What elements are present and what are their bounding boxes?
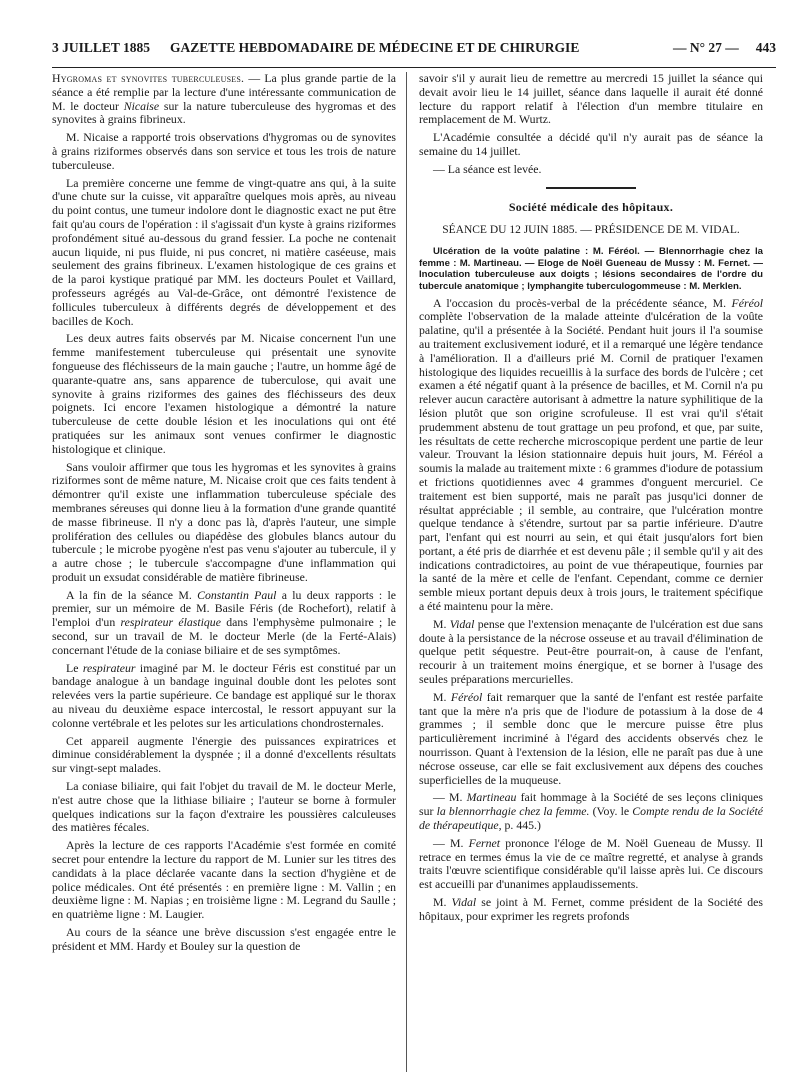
paragraph: M. Vidal se joint à M. Fernet, comme président de la Société des hôpitaux, pour exprimer les regrets profonds — [419, 895, 763, 923]
page-header — [52, 40, 776, 64]
paragraph: — La séance est levée. — [433, 161, 542, 176]
section-rule — [546, 187, 636, 189]
paragraph: La première concerne une femme de vingt-quatre ans qui, à la suite d'une chute sur la cuisse, vit apparaître quelques mois après, au niveau du point contus, une tumeur indolore dont le diagnostic exact ne put être fait qu'au cours de l'opération : il s'agissait d'un kyste à grains riziformes profondément situé au-dessous du grand fessier. La poche ne contenait aucun liquide, ni pus fluide, ni pus concret, ni matière caséeuse, mais seulement des grains fibrineux. L'examen histologique de ces grains et de la paroi kystique pratiqué par MM. les docteurs Poulet et Vaillard, professeurs agrégés au Val-de-Grâce, ont démontré l'existence de follicules tuberculeux à différents degrés de développement et des bacilles de Koch. — [52, 175, 396, 328]
header-page-number: 443 — [755, 40, 776, 55]
paragraph: Sans vouloir affirmer que tous les hygromas et les synovites à grains riziformes sont de même nature, M. Nicaise croit que ces faits tendent à démontrer qu'il existe une inflammation tuberculeuse spéciale des membranes séreuses qui donne lieu à la formation d'une grande quantité de masse fibrineuse. Il n'y a donc pas là, d'après l'auteur, une simple prolifération des cellules ou diapédèse des globules blancs autour du tubercule ; le microbe pyogène n'est pas venu s'ajouter au tubercule, il y a autre chose ; le tubercule s'accompagne d'une inflammation qui produit un exsudat considérable de matière fibrineuse. — [52, 459, 396, 584]
paragraph: L'Académie consultée a décidé qu'il n'y aurait pas de séance la semaine du 14 juillet. — [419, 130, 763, 158]
header-journal-title: GAZETTE HEBDOMADAIRE DE MÉDECINE ET DE CHIRURGIE — [170, 40, 580, 55]
paragraph: A l'occasion du procès-verbal de la précédente séance, M. Féréol complète l'observation de la malade atteinte d'ulcération de la voûte palatine, qu'il a présentée à la Société. Pendant huit jours il l'a soumise au traitement exclusivement ioduré, et il a remarqué une légère tendance à l'amélioration. Il a d'ailleurs prié M. Cornil de pratiquer l'examen histologique des liquides recueillis à la surface des bords de l'ulcère ; cet examen a été négatif quant à la présence de bacilles, et M. Cornil n'a pu relever aucun caractère autorisant à admettre la nature syphilitique de la lésion plutôt que son origine scrofuleuse. Il est vrai qu'il s'était prudemment abstenu de tout grattage un peu profond, et que, par suite, les résultats de cette recherche microscopique perdent une partie de leur valeur. Trouvant la lésion stationnaire depuis huit jours, M. Féréol a soumis la malade au traitement mixte : 6 grammes d'iodure de potassium et frictions quotidiennes avec 4 grammes d'onguent mercuriel. Ce traitement est bien supporté, mais ne paraît pas jusqu'ici donner de résultat appréciable ; il semble, au contraire, que l'ulcération montre quelque tendance à s'étendre, surtout par sa partie inférieure. D'autre part, l'enfant qui est nourri au sein, et qui était jusqu'alors fort bien portant, a été pris de diarrhée et est devenu pâle ; il semble qu'il y ait des indications contradictoires, au point de vue thérapeutique, fournies par la santé de la mère et celle de l'enfant. Cependant, comme ce dernier semble mieux portant depuis deux à trois jours, le traitement spécifique a été maintenu pour la mère. — [419, 295, 763, 614]
header-date: 3 JUILLET 1885 — [52, 40, 151, 55]
column-divider — [406, 72, 407, 1072]
right-column — [419, 72, 763, 1077]
section-subtitle: SÉANCE DU 12 JUIN 1885. — PRÉSIDENCE DE M. VIDAL. — [442, 224, 740, 237]
paragraph: A la fin de la séance M. Constantin Paul a lu deux rapports : le premier, sur un mémoire de M. Basile Féris (de Rochefort), relatif à l'emploi d'un respirateur élastique dans l'emphysème pulmonaire ; le second, sur un travail de M. le docteur Merle (de la Ferté-Alais) concernant l'étude de la coniase biliaire et de ses symptômes. — [52, 587, 396, 657]
paragraph: Après la lecture de ces rapports l'Académie s'est formée en comité secret pour entendre la lecture du rapport de M. Lunier sur les titres des candidats à la place déclarée vacante dans la section d'hygiène et de police médicales. Ont été présentés : en première ligne : M. Vallin ; en deuxième ligne : M. Napias ; en troisième ligne : M. Legrand du Saulle ; en quatrième ligne : M. Laugier. — [52, 838, 396, 922]
paragraph: Les deux autres faits observés par M. Nicaise concernent l'un une femme manifestement tuberculeuse qui présentait une synovite fongueuse des fléchisseurs de la main gauche ; l'autre, un homme âgé de quarante-quatre ans, sans apparence de tuberculose, qui avait une synovite à grains riziformes des gaines des fléchisseurs des deux poignets. Ici encore l'examen histologique a démontré la nature tuberculeuse de cette double lésion et les inoculations qui ont été pratiquées sur les animaux sont venues confirmer le diagnostic histologique et clinique. — [52, 331, 396, 456]
header-rule — [52, 67, 776, 68]
paragraph: — M. Martineau fait hommage à la Société de ses leçons cliniques sur la blennorrhagie chez la femme. (Voy. le Compte rendu de la Société de thérapeutique, p. 445.) — [419, 790, 763, 833]
paragraph: La coniase biliaire, qui fait l'objet du travail de M. le docteur Merle, n'est autre chose que la lithiase biliaire ; l'auteur se borne à formuler quelques indications sur la façon d'extraire les poussières calculeuses des matières fécales. — [52, 779, 396, 835]
paragraph: M. Féréol fait remarquer que la santé de l'enfant est restée parfaite tant que la mère n'a pris que de l'iodure de potassium à la dose de 4 grammes ; il semble donc que le mercure puisse être plus particulièrement incriminé à l'égard des accidents observés chez le nourrisson. Quant à l'extension de la lésion, elle ne paraît pas due à une nécrose osseuse, car elle se fait exclusivement aux dépens des couches superficielles de la muqueuse. — [419, 689, 763, 787]
paragraph: Cet appareil augmente l'énergie des puissances expiratrices et diminue considérablement la dyspnée ; il a donné d'excellents résultats sur vingt-sept malades. — [52, 733, 396, 776]
section-summary: Ulcération de la voûte palatine : M. Féréol. — Blennorrhagie chez la femme : M. Martineau. — Eloge de Noël Gueneau de Mussy : M. Fernet. — Inoculation tuberculeuse aux doigts ; lésions secondaires de l'ordre du tubercule anatomique ; lymphangite tuberculogommeuse : M. Merklen. — [419, 246, 763, 292]
paragraph: M. Nicaise a rapporté trois observations d'hygromas ou de synovites à grains riziformes observés dans son service et tous les trois de nature tuberculeuse. — [52, 130, 396, 172]
section-heading: Hygromas et synovites tuberculeuses. — [52, 72, 245, 85]
paragraph: M. Vidal pense que l'extension menaçante de l'ulcération est due sans doute à la persistance de la nécrose osseuse et au travail d'élimination de quelque petit séquestre. Peut-être pourrait-on, à cause de l'enfant, recourir à un traitement moins énergique, et se borner à l'usage des seules préparations mercurielles. — [419, 616, 763, 687]
left-column — [52, 72, 396, 1077]
paragraph: — M. Fernet prononce l'éloge de M. Noël Gueneau de Mussy. Il retrace en termes émus la vie de ce maître regretté, et analyse à grands traits l'œuvre scientifique considérable qu'il laisse après lui. Ce discours est accueilli par d'unanimes applaudissements. — [419, 835, 763, 892]
section-title: Société médicale des hôpitaux. — [508, 199, 674, 214]
paragraph: Le respirateur imaginé par M. le docteur Féris est constitué par un bandage analogue à un bandage inguinal double dont les pelotes sont relevées vers la partie supérieure. Ce bandage est appliqué sur le thorax au niveau du deuxième espace intercostal, le ressort appuyant sur la colonne vertébrale et les pelotes sur les articulations chondrosternales. — [52, 660, 396, 730]
paragraph: Hygromas et synovites tuberculeuses. — La plus grande partie de la séance a été remplie par la lecture d'une intéressante communication de M. le docteur Nicaise sur la nature tuberculeuse des hygromas et des synovites à grains fibrineux. — [52, 72, 396, 127]
header-issue-number: — N° 27 — — [673, 40, 739, 55]
paragraph: savoir s'il y aurait lieu de remettre au mercredi 15 juillet la séance qui devait avoir lieu le 14 juillet, séance dans laquelle il aurait été donné lecture du rapport relatif à l'élection d'un membre titulaire en remplacement de M. Wurtz. — [419, 72, 763, 127]
paragraph: Au cours de la séance une brève discussion s'est engagée entre le président et MM. Hardy et Bouley sur la question de — [52, 925, 396, 953]
